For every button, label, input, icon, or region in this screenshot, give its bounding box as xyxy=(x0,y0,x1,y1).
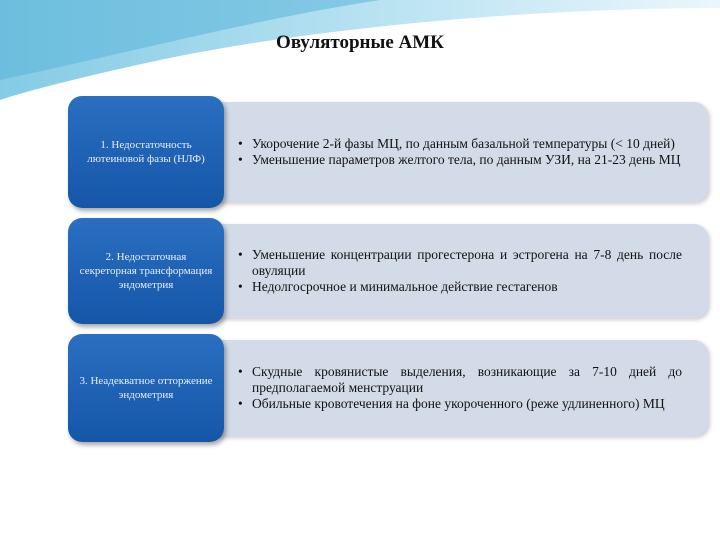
row-1-label: 1. Недостаточность лютеиновой фазы (НЛФ) xyxy=(68,96,224,208)
row-3-content xyxy=(216,340,708,436)
row-2 xyxy=(68,218,708,324)
row-3-bullet-1: • Скудные кровянистые выделения, возникающие за 7-10 дней до предполагаемой менструации xyxy=(252,364,682,396)
row-2-label: 2. Недостаточная секреторная трансформация эндометрия xyxy=(68,218,224,324)
row-1-bullet-1: • Укорочение 2-й фазы МЦ, по данным базальной температуры (< 10 дней) xyxy=(252,136,682,152)
row-2-bullet-1: • Уменьшение концентрации прогестерона и эстрогена на 7-8 день после овуляции xyxy=(252,247,682,279)
row-3-bullet-2: • Обильные кровотечения на фоне укороченного (реже удлиненного) МЦ xyxy=(252,396,682,412)
row-1-bullet-2: • Уменьшение параметров желтого тела, по данным УЗИ, на 21-23 день МЦ xyxy=(252,152,682,168)
row-2-bullet-2: • Недолгосрочное и минимальное действие гестагенов xyxy=(252,279,682,295)
row-1 xyxy=(68,96,708,208)
row-3-label: 3. Неадекватное отторжение эндометрия xyxy=(68,334,224,442)
row-2-content xyxy=(216,224,708,318)
page-title: Овуляторные АМК xyxy=(276,32,444,53)
row-3 xyxy=(68,334,708,442)
row-1-content xyxy=(216,102,708,202)
